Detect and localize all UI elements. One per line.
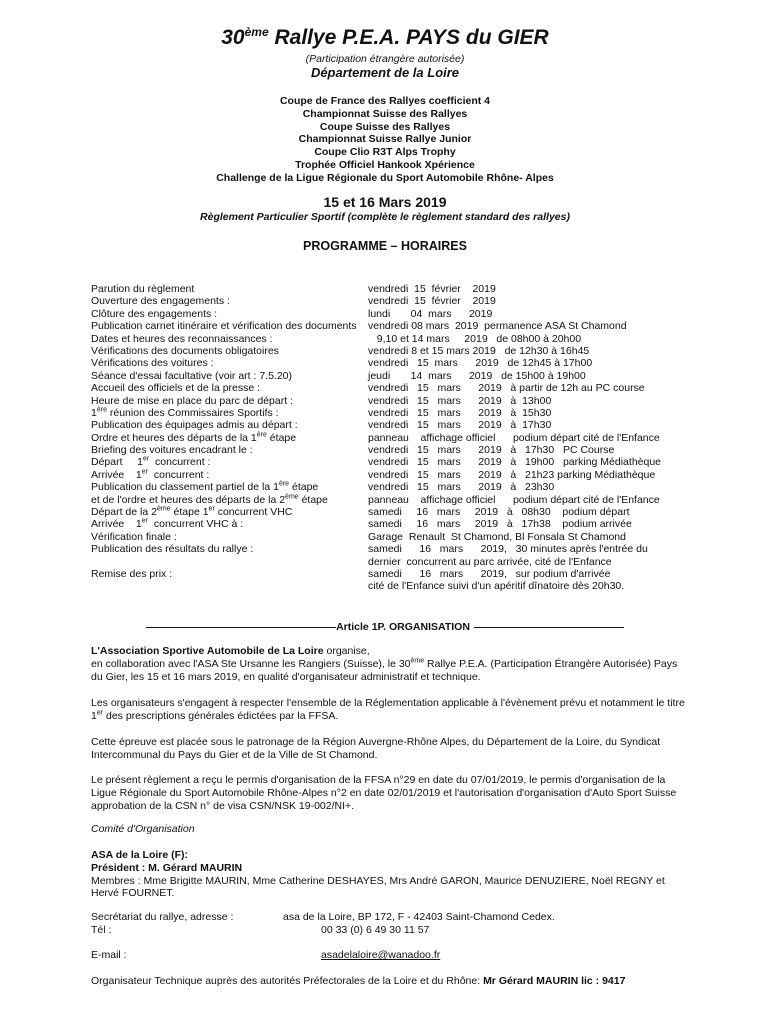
paragraph-patronage: Cette épreuve est placée sous le patronage de la Région Auvergne-Rhône Alpes, du Département de la Loire, du Syndicat Intercommunal du Pays du Gier et de la Ville de St Chamond. [91, 736, 661, 761]
president: Président : M. Gérard MAURIN [91, 861, 243, 874]
schedule-label: Ouverture des engagements : [91, 295, 230, 308]
programme-heading: PROGRAMME – HORAIRES [303, 239, 467, 253]
schedule-value: panneau affichage officiel podium départ cité de l'Enfance [368, 431, 660, 444]
championship-item: Trophée Officiel Hankook Xpérience [295, 158, 475, 171]
schedule-label: Publication des résultats du rallye : [91, 543, 254, 556]
schedule-value: vendredi 15 février 2019 [368, 295, 496, 308]
email-row: E-mail : asadelaloire@wanadoo.fr [91, 949, 441, 961]
schedule-row [91, 320, 711, 332]
schedule-value: vendredi 15 mars 2019 à 17h30 [368, 419, 552, 432]
schedule-row [91, 407, 711, 419]
schedule-row [91, 456, 711, 468]
schedule-row [91, 531, 711, 543]
schedule-row [91, 382, 711, 394]
schedule-row [91, 395, 711, 407]
schedule-value: vendredi 15 mars 2019 de 12h45 à 17h00 [368, 357, 593, 370]
schedule-label: Publication carnet itinéraire et vérification des documents [91, 320, 357, 333]
schedule-label: Remise des prix : [91, 567, 173, 580]
schedule-label: Vérification finale : [91, 530, 177, 543]
schedule-value: samedi 16 mars 2019, sur podium d'arrivée [368, 567, 611, 580]
paragraph-organiser: L'Association Sportive Automobile de La Loire organise, en collaboration avec l'ASA Ste Ursanne les Rangiers (Suisse), le 30ème Rallye P.E.A. (Participation Étrangère Autorisée) Pays du Gier, les 15 et 16 mars 2019, en qualité d'organisateur administratif et technique. [91, 645, 678, 683]
schedule-row [91, 283, 711, 295]
schedule-value: vendredi 15 mars 2019 à 19h00 parking Médiathèque [368, 456, 662, 469]
schedule-label: Ordre et heures des départs de la 1ère étape [91, 431, 297, 444]
schedule-value: vendredi 15 mars 2019 à 21h23 parking Médiathèque [368, 468, 656, 481]
committee-block [91, 849, 691, 900]
schedule-value: 9,10 et 14 mars 2019 de 08h00 à 20h00 [368, 332, 582, 345]
article-heading: Article 1P. ORGANISATION [0, 621, 770, 633]
schedule-value: vendredi 15 mars 2019 à 15h30 [368, 406, 552, 419]
schedule-label: Accueil des officiels et de la presse : [91, 382, 261, 395]
schedule-value: samedi 16 mars 2019 à 17h38 podium arrivée [368, 518, 632, 531]
event-dates: 15 et 16 Mars 2019 [323, 194, 447, 210]
schedule-row [91, 444, 711, 456]
schedule-label: Publication du classement partiel de la 1ère étape [91, 480, 319, 494]
schedule-row [91, 494, 711, 506]
schedule-label: Publication des équipages admis au départ : [91, 419, 298, 432]
schedule-label: Arrivée 1er concurrent : [91, 468, 210, 481]
schedule-value: samedi 16 mars 2019 à 08h30 podium départ [368, 506, 630, 519]
schedule-label: Arrivée 1er concurrent VHC à : [91, 517, 244, 531]
schedule-value: vendredi 15 mars 2019 à partir de 12h au PC course [368, 382, 645, 395]
schedule-row [91, 370, 711, 382]
paragraph-permit: Le présent règlement a reçu le permis d'organisation de la FFSA n°29 en date du 07/01/2019, le permis d'organisation de la Ligue Régionale du Sport Automobile Rhône-Alpes n°2 en date 02/01/2019 et l'autorisation d'organisation d'Auto Sport Suisse approbation de la CSN n° de visa CSN/NSK 19-002/NI+. [91, 774, 677, 812]
schedule-row [91, 580, 711, 592]
schedule-value: lundi 04 mars 2019 [368, 307, 493, 320]
schedule-value: samedi 16 mars 2019, 30 minutes après l'entrée du [368, 543, 648, 556]
championship-item: Coupe Suisse des Rallyes [319, 120, 451, 133]
schedule-row [91, 419, 711, 431]
schedule-row [91, 357, 711, 369]
document-subtitle: (Participation étrangère autorisée) [305, 53, 465, 65]
schedule-row [91, 568, 711, 580]
championship-item: Coupe Clio R3T Alps Trophy [314, 146, 456, 159]
schedule-row [91, 469, 711, 481]
paragraph-commitment: Les organisateurs s'engagent à respecter l'ensemble de la Réglementation applicable à l'évènement prévu et notamment le titre 1er des prescriptions générales édictées par la FFSA. [91, 697, 685, 722]
schedule-row [91, 543, 711, 555]
championship-item: Challenge de la Ligue Régionale du Sport Automobile Rhône- Alpes [216, 171, 554, 184]
championship-item: Championnat Suisse Rallye Junior [298, 133, 472, 146]
schedule-label: Briefing des voitures encadrant le : [91, 444, 253, 457]
schedule-value: vendredi 15 février 2019 [368, 283, 496, 295]
regulation-note: Règlement Particulier Sportif (complète le règlement standard des rallyes) [200, 211, 570, 223]
schedule-value: Garage Renault St Chamond, Bl Fonsala St Chamond [368, 530, 626, 543]
championships-list [0, 95, 770, 185]
schedule-label: Départ 1er concurrent : [91, 455, 211, 469]
schedule-label: Départ de la 2ème étape 1er concurrent VHC [91, 505, 293, 519]
schedule-label: Vérifications des voitures : [91, 357, 214, 370]
schedule-row [91, 506, 711, 518]
schedule-value: vendredi 15 mars 2019 à 13h00 [368, 394, 552, 407]
schedule-label: Séance d'essai facultative (voir art : 7.5.20) [91, 369, 293, 382]
schedule-row [91, 556, 711, 568]
schedule-row [91, 333, 711, 345]
schedule-row [91, 345, 711, 357]
schedule-row [91, 481, 711, 493]
schedule-label: Vérifications des documents obligatoires [91, 344, 279, 357]
schedule-value: cité de l'Enfance suivi d'un apéritif dînatoire dès 20h30. [368, 580, 625, 593]
schedule-table [91, 283, 711, 593]
championship-item: Championnat Suisse des Rallyes [302, 107, 468, 120]
schedule-value: vendredi 08 mars 2019 permanence ASA St Chamond [368, 320, 627, 333]
schedule-label: Heure de mise en place du parc de départ : [91, 394, 293, 407]
schedule-row [91, 432, 711, 444]
schedule-value: vendredi 15 mars 2019 à 17h30 PC Course [368, 444, 615, 457]
secretariat-block: Secrétariat du rallye, adresse : asa de la Loire, BP 172, F - 42403 Saint-Chamond Cedex. Tél : 00 33 (0) 6 49 30 11 57 [91, 911, 555, 936]
schedule-value: vendredi 15 mars 2019 à 23h30 [368, 481, 555, 494]
members: Membres : Mme Brigitte MAURIN, Mme Catherine DESHAYES, Mrs André GARON, Maurice DENUZIERE, Noël REGNY et Hervé FOURNET. [91, 874, 665, 900]
schedule-label: Clôture des engagements : [91, 307, 218, 320]
committee-heading: Comité d'Organisation [91, 823, 195, 835]
document-title: 30ème Rallye P.E.A. PAYS du GIER [221, 25, 549, 49]
schedule-label: Parution du règlement [91, 283, 195, 295]
asa-name: ASA de la Loire (F): [91, 849, 189, 861]
schedule-value: dernier concurrent au parc arrivée, cité de l'Enfance [368, 555, 612, 568]
technical-organiser: Organisateur Technique auprès des autorités Préfectorales de la Loire et du Rhône: Mr Gérard MAURIN lic : 9417 [91, 975, 626, 987]
department-heading: Département de la Loire [310, 65, 460, 80]
rule-left [146, 627, 336, 628]
schedule-label: 1ère réunion des Commissaires Sportifs : [91, 406, 279, 419]
schedule-value: panneau affichage officiel podium départ cité de l'Enfance [368, 493, 660, 506]
schedule-label: et de l'ordre et heures des départs de la 2ème étape [91, 493, 328, 506]
schedule-row [91, 308, 711, 320]
schedule-row [91, 295, 711, 307]
schedule-row [91, 518, 711, 530]
schedule-value: vendredi 8 et 15 mars 2019 de 12h30 à 16h45 [368, 344, 590, 357]
email-link[interactable]: asadelaloire@wanadoo.fr [321, 949, 441, 961]
schedule-value: jeudi 14 mars 2019 de 15h00 à 19h00 [368, 369, 586, 382]
rule-right [474, 627, 624, 628]
schedule-label: Dates et heures des reconnaissances : [91, 332, 273, 345]
championship-item: Coupe de France des Rallyes coefficient 4 [279, 95, 491, 107]
